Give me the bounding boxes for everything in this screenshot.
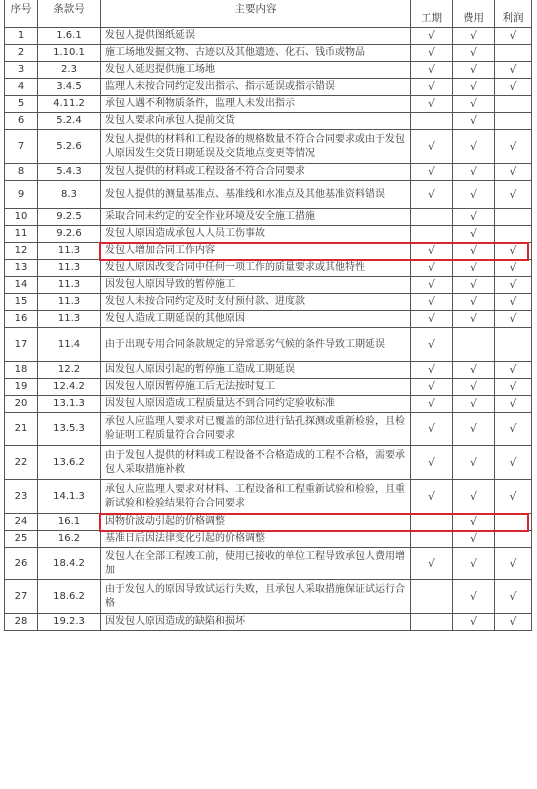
row-profit-check xyxy=(495,514,532,531)
row-content: 采取合同未约定的安全作业环境及安全施工措施 xyxy=(101,209,411,226)
row-clause: 9.2.5 xyxy=(38,209,101,226)
table-row xyxy=(5,96,532,113)
row-cost-check xyxy=(453,28,495,45)
row-clause: 8.3 xyxy=(38,181,101,209)
row-cost-check xyxy=(453,130,495,164)
row-cost-check xyxy=(453,580,495,614)
table-row xyxy=(5,379,532,396)
row-number: 9 xyxy=(5,181,38,209)
row-clause: 3.4.5 xyxy=(38,79,101,96)
row-profit-check xyxy=(495,311,532,328)
row-time-check xyxy=(411,181,453,209)
row-cost-check xyxy=(453,209,495,226)
row-cost-check xyxy=(453,243,495,260)
row-content: 发包人造成工期延误的其他原因 xyxy=(101,311,411,328)
row-cost-check xyxy=(453,79,495,96)
check-mark-icon: √ xyxy=(509,244,517,257)
row-content: 由于出现专用合同条款规定的异常恶劣气候的条件导致工期延误 xyxy=(101,328,411,362)
check-mark-icon: √ xyxy=(469,210,477,223)
check-mark-icon: √ xyxy=(427,312,435,325)
row-number: 18 xyxy=(5,362,38,379)
check-mark-icon: √ xyxy=(427,278,435,291)
row-profit-check xyxy=(495,96,532,113)
check-mark-icon: √ xyxy=(427,97,435,110)
row-number: 5 xyxy=(5,96,38,113)
check-mark-icon: √ xyxy=(509,63,517,76)
row-content: 发包人提供的材料或工程设备不符合合同要求 xyxy=(101,164,411,181)
row-time-check xyxy=(411,362,453,379)
check-mark-icon: √ xyxy=(509,187,517,201)
row-content: 由于发包人的原因导致试运行失败，且承包人采取措施保证试运行合格 xyxy=(101,580,411,614)
table-row xyxy=(5,328,532,362)
row-clause: 16.2 xyxy=(38,531,101,548)
check-mark-icon: √ xyxy=(427,397,435,410)
row-number: 14 xyxy=(5,277,38,294)
row-number: 27 xyxy=(5,580,38,614)
check-mark-icon: √ xyxy=(509,556,517,570)
header-cost: 费用 xyxy=(453,0,495,28)
row-cost-check xyxy=(453,379,495,396)
row-profit-check xyxy=(495,531,532,548)
row-number: 16 xyxy=(5,311,38,328)
table-row xyxy=(5,113,532,130)
row-content: 基准日后因法律变化引起的价格调整 xyxy=(101,531,411,548)
row-cost-check xyxy=(453,113,495,130)
check-mark-icon: √ xyxy=(509,489,517,503)
table-row xyxy=(5,164,532,181)
header-clause: 条款号 xyxy=(38,0,101,28)
check-mark-icon: √ xyxy=(427,46,435,59)
table-row xyxy=(5,396,532,413)
check-mark-icon: √ xyxy=(509,422,517,435)
check-mark-icon: √ xyxy=(427,80,435,93)
row-clause: 11.3 xyxy=(38,243,101,260)
row-clause: 19.2.3 xyxy=(38,614,101,631)
row-time-check xyxy=(411,548,453,580)
row-content: 发包人原因造成承包人人员工伤事故 xyxy=(101,226,411,243)
row-number: 26 xyxy=(5,548,38,580)
row-time-check xyxy=(411,311,453,328)
row-profit-check xyxy=(495,79,532,96)
row-content: 因发包人原因导致的暂停施工 xyxy=(101,277,411,294)
row-number: 22 xyxy=(5,446,38,480)
row-cost-check xyxy=(453,413,495,446)
row-cost-check xyxy=(453,62,495,79)
row-profit-check xyxy=(495,130,532,164)
row-cost-check xyxy=(453,45,495,62)
check-mark-icon: √ xyxy=(469,312,477,325)
row-number: 3 xyxy=(5,62,38,79)
check-mark-icon: √ xyxy=(469,615,477,628)
row-cost-check xyxy=(453,96,495,113)
row-number: 23 xyxy=(5,480,38,514)
table-row xyxy=(5,362,532,379)
row-content: 发包人在全部工程竣工前，使用已接收的单位工程导致承包人费用增加 xyxy=(101,548,411,580)
check-mark-icon: √ xyxy=(427,29,435,42)
check-mark-icon: √ xyxy=(469,589,477,603)
row-time-check xyxy=(411,396,453,413)
row-cost-check xyxy=(453,514,495,531)
check-mark-icon: √ xyxy=(469,63,477,76)
row-cost-check xyxy=(453,614,495,631)
row-cost-check xyxy=(453,362,495,379)
row-content: 因发包人原因引起的暂停施工造成工期延误 xyxy=(101,362,411,379)
row-content: 发包人提供图纸延误 xyxy=(101,28,411,45)
check-mark-icon: √ xyxy=(469,380,477,393)
check-mark-icon: √ xyxy=(427,363,435,376)
row-content: 承包人应监理人要求对已覆盖的部位进行钻孔探测或重新检验，且检验证明工程质量符合合同要求 xyxy=(101,413,411,446)
row-clause: 9.2.6 xyxy=(38,226,101,243)
check-mark-icon: √ xyxy=(427,63,435,76)
check-mark-icon: √ xyxy=(509,261,517,274)
row-clause: 18.6.2 xyxy=(38,580,101,614)
row-clause: 11.3 xyxy=(38,277,101,294)
check-mark-icon: √ xyxy=(509,295,517,308)
row-time-check xyxy=(411,379,453,396)
row-content: 发包人增加合同工作内容 xyxy=(101,243,411,260)
row-number: 6 xyxy=(5,113,38,130)
row-content: 承包人遇不利物质条件，监理人未发出指示 xyxy=(101,96,411,113)
check-mark-icon: √ xyxy=(469,46,477,59)
table-row xyxy=(5,181,532,209)
row-number: 4 xyxy=(5,79,38,96)
check-mark-icon: √ xyxy=(469,489,477,503)
row-number: 12 xyxy=(5,243,38,260)
check-mark-icon: √ xyxy=(469,363,477,376)
row-content: 施工场地发掘文物、古迹以及其他遗迹、化石、钱币或物品 xyxy=(101,45,411,62)
table-row xyxy=(5,480,532,514)
row-content: 因发包人原因造成的缺陷和损坏 xyxy=(101,614,411,631)
row-cost-check xyxy=(453,164,495,181)
row-time-check xyxy=(411,446,453,480)
table-body xyxy=(5,28,532,631)
table-row xyxy=(5,580,532,614)
check-mark-icon: √ xyxy=(469,114,477,127)
check-mark-icon: √ xyxy=(469,278,477,291)
check-mark-icon: √ xyxy=(469,261,477,274)
check-mark-icon: √ xyxy=(427,489,435,503)
row-content: 发包人未按合同约定及时支付预付款、进度款 xyxy=(101,294,411,311)
check-mark-icon: √ xyxy=(469,139,477,153)
row-clause: 5.4.3 xyxy=(38,164,101,181)
table-row xyxy=(5,45,532,62)
row-content: 承包人应监理人要求对材料、工程设备和工程重新试验和检验，且重新试验和检验结果符合合同要求 xyxy=(101,480,411,514)
table-row xyxy=(5,277,532,294)
row-time-check xyxy=(411,164,453,181)
table-row xyxy=(5,260,532,277)
row-clause: 18.4.2 xyxy=(38,548,101,580)
row-number: 11 xyxy=(5,226,38,243)
compensation-table xyxy=(4,0,532,631)
row-time-check xyxy=(411,209,453,226)
header-time: 工期 xyxy=(411,0,453,28)
row-content: 发包人延迟提供施工场地 xyxy=(101,62,411,79)
check-mark-icon: √ xyxy=(427,422,435,435)
check-mark-icon: √ xyxy=(427,244,435,257)
check-mark-icon: √ xyxy=(427,295,435,308)
check-mark-icon: √ xyxy=(509,397,517,410)
table-row xyxy=(5,226,532,243)
row-cost-check xyxy=(453,396,495,413)
row-profit-check xyxy=(495,379,532,396)
row-clause: 13.6.2 xyxy=(38,446,101,480)
row-number: 17 xyxy=(5,328,38,362)
table-header xyxy=(5,0,532,28)
row-content: 因发包人原因暂停施工后无法按时复工 xyxy=(101,379,411,396)
check-mark-icon: √ xyxy=(509,139,517,153)
check-mark-icon: √ xyxy=(469,455,477,469)
row-profit-check xyxy=(495,62,532,79)
check-mark-icon: √ xyxy=(469,295,477,308)
table-row xyxy=(5,311,532,328)
row-content: 发包人要求向承包人提前交货 xyxy=(101,113,411,130)
table-row xyxy=(5,28,532,45)
row-profit-check xyxy=(495,181,532,209)
row-profit-check xyxy=(495,45,532,62)
row-cost-check xyxy=(453,548,495,580)
check-mark-icon: √ xyxy=(509,278,517,291)
check-mark-icon: √ xyxy=(469,397,477,410)
row-content: 发包人提供的测量基准点、基准线和水准点及其他基准资料错误 xyxy=(101,181,411,209)
table-row xyxy=(5,531,532,548)
row-clause: 11.3 xyxy=(38,311,101,328)
row-cost-check xyxy=(453,446,495,480)
check-mark-icon: √ xyxy=(469,227,477,240)
row-time-check xyxy=(411,480,453,514)
check-mark-icon: √ xyxy=(469,515,477,528)
row-clause: 12.4.2 xyxy=(38,379,101,396)
row-profit-check xyxy=(495,28,532,45)
row-time-check xyxy=(411,294,453,311)
row-content: 发包人原因改变合同中任何一项工作的质量要求或其他特性 xyxy=(101,260,411,277)
row-profit-check xyxy=(495,294,532,311)
row-content: 由于发包人提供的材料或工程设备不合格造成的工程不合格，需要承包人采取措施补救 xyxy=(101,446,411,480)
row-cost-check xyxy=(453,181,495,209)
row-number: 13 xyxy=(5,260,38,277)
row-content: 因发包人原因造成工程质量达不到合同约定验收标准 xyxy=(101,396,411,413)
row-cost-check xyxy=(453,294,495,311)
row-cost-check xyxy=(453,226,495,243)
row-clause: 2.3 xyxy=(38,62,101,79)
row-time-check xyxy=(411,113,453,130)
check-mark-icon: √ xyxy=(469,422,477,435)
row-number: 7 xyxy=(5,130,38,164)
check-mark-icon: √ xyxy=(509,615,517,628)
row-time-check xyxy=(411,226,453,243)
row-profit-check xyxy=(495,362,532,379)
table-row xyxy=(5,243,532,260)
row-time-check xyxy=(411,45,453,62)
row-time-check xyxy=(411,614,453,631)
table-row xyxy=(5,413,532,446)
row-profit-check xyxy=(495,164,532,181)
row-clause: 13.5.3 xyxy=(38,413,101,446)
check-mark-icon: √ xyxy=(469,29,477,42)
row-clause: 1.6.1 xyxy=(38,28,101,45)
table-row xyxy=(5,294,532,311)
row-number: 24 xyxy=(5,514,38,531)
row-profit-check xyxy=(495,260,532,277)
row-profit-check xyxy=(495,277,532,294)
row-content: 因物价波动引起的价格调整 xyxy=(101,514,411,531)
check-mark-icon: √ xyxy=(509,363,517,376)
table-row xyxy=(5,514,532,531)
row-profit-check xyxy=(495,614,532,631)
row-time-check xyxy=(411,260,453,277)
row-profit-check xyxy=(495,480,532,514)
row-time-check xyxy=(411,130,453,164)
check-mark-icon: √ xyxy=(427,261,435,274)
check-mark-icon: √ xyxy=(509,380,517,393)
row-clause: 1.10.1 xyxy=(38,45,101,62)
check-mark-icon: √ xyxy=(427,187,435,201)
check-mark-icon: √ xyxy=(509,455,517,469)
row-time-check xyxy=(411,96,453,113)
table-row xyxy=(5,446,532,480)
row-time-check xyxy=(411,328,453,362)
row-time-check xyxy=(411,79,453,96)
row-content: 发包人提供的材料和工程设备的规格数量不符合合同要求或由于发包人原因发生交货日期延误及交货地点变更等情况 xyxy=(101,130,411,164)
row-number: 21 xyxy=(5,413,38,446)
header-content: 主要内容 xyxy=(101,0,411,28)
row-cost-check xyxy=(453,328,495,362)
table-row xyxy=(5,548,532,580)
row-number: 15 xyxy=(5,294,38,311)
row-profit-check xyxy=(495,580,532,614)
row-number: 19 xyxy=(5,379,38,396)
check-mark-icon: √ xyxy=(469,80,477,93)
row-clause: 14.1.3 xyxy=(38,480,101,514)
row-clause: 5.2.6 xyxy=(38,130,101,164)
row-clause: 5.2.4 xyxy=(38,113,101,130)
check-mark-icon: √ xyxy=(469,187,477,201)
check-mark-icon: √ xyxy=(509,80,517,93)
row-clause: 13.1.3 xyxy=(38,396,101,413)
row-profit-check xyxy=(495,328,532,362)
check-mark-icon: √ xyxy=(427,380,435,393)
check-mark-icon: √ xyxy=(469,556,477,570)
row-number: 28 xyxy=(5,614,38,631)
row-number: 10 xyxy=(5,209,38,226)
row-time-check xyxy=(411,28,453,45)
row-time-check xyxy=(411,580,453,614)
row-time-check xyxy=(411,277,453,294)
check-mark-icon: √ xyxy=(469,532,477,545)
check-mark-icon: √ xyxy=(427,139,435,153)
row-number: 8 xyxy=(5,164,38,181)
row-content: 监理人未按合同约定发出指示、指示延误或指示错误 xyxy=(101,79,411,96)
row-profit-check xyxy=(495,226,532,243)
row-clause: 11.4 xyxy=(38,328,101,362)
row-clause: 11.3 xyxy=(38,260,101,277)
row-profit-check xyxy=(495,413,532,446)
row-clause: 12.2 xyxy=(38,362,101,379)
row-time-check xyxy=(411,514,453,531)
check-mark-icon: √ xyxy=(509,29,517,42)
check-mark-icon: √ xyxy=(509,589,517,603)
row-number: 1 xyxy=(5,28,38,45)
check-mark-icon: √ xyxy=(427,556,435,570)
row-time-check xyxy=(411,62,453,79)
row-profit-check xyxy=(495,548,532,580)
table-row xyxy=(5,79,532,96)
row-cost-check xyxy=(453,311,495,328)
row-number: 2 xyxy=(5,45,38,62)
check-mark-icon: √ xyxy=(427,455,435,469)
header-profit: 利润 xyxy=(495,0,532,28)
row-clause: 11.3 xyxy=(38,294,101,311)
row-time-check xyxy=(411,531,453,548)
table-row xyxy=(5,209,532,226)
row-profit-check xyxy=(495,396,532,413)
check-mark-icon: √ xyxy=(509,312,517,325)
table-row xyxy=(5,62,532,79)
row-time-check xyxy=(411,413,453,446)
check-mark-icon: √ xyxy=(469,97,477,110)
check-mark-icon: √ xyxy=(469,165,477,178)
table-row xyxy=(5,130,532,164)
row-clause: 16.1 xyxy=(38,514,101,531)
row-profit-check xyxy=(495,209,532,226)
check-mark-icon: √ xyxy=(427,337,435,351)
row-cost-check xyxy=(453,277,495,294)
row-profit-check xyxy=(495,113,532,130)
row-clause: 4.11.2 xyxy=(38,96,101,113)
row-time-check xyxy=(411,243,453,260)
row-profit-check xyxy=(495,446,532,480)
row-profit-check xyxy=(495,243,532,260)
table-row xyxy=(5,614,532,631)
row-cost-check xyxy=(453,260,495,277)
check-mark-icon: √ xyxy=(469,244,477,257)
row-number: 20 xyxy=(5,396,38,413)
check-mark-icon: √ xyxy=(427,165,435,178)
header-no: 序号 xyxy=(5,0,38,28)
row-cost-check xyxy=(453,531,495,548)
check-mark-icon: √ xyxy=(509,165,517,178)
row-cost-check xyxy=(453,480,495,514)
row-number: 25 xyxy=(5,531,38,548)
